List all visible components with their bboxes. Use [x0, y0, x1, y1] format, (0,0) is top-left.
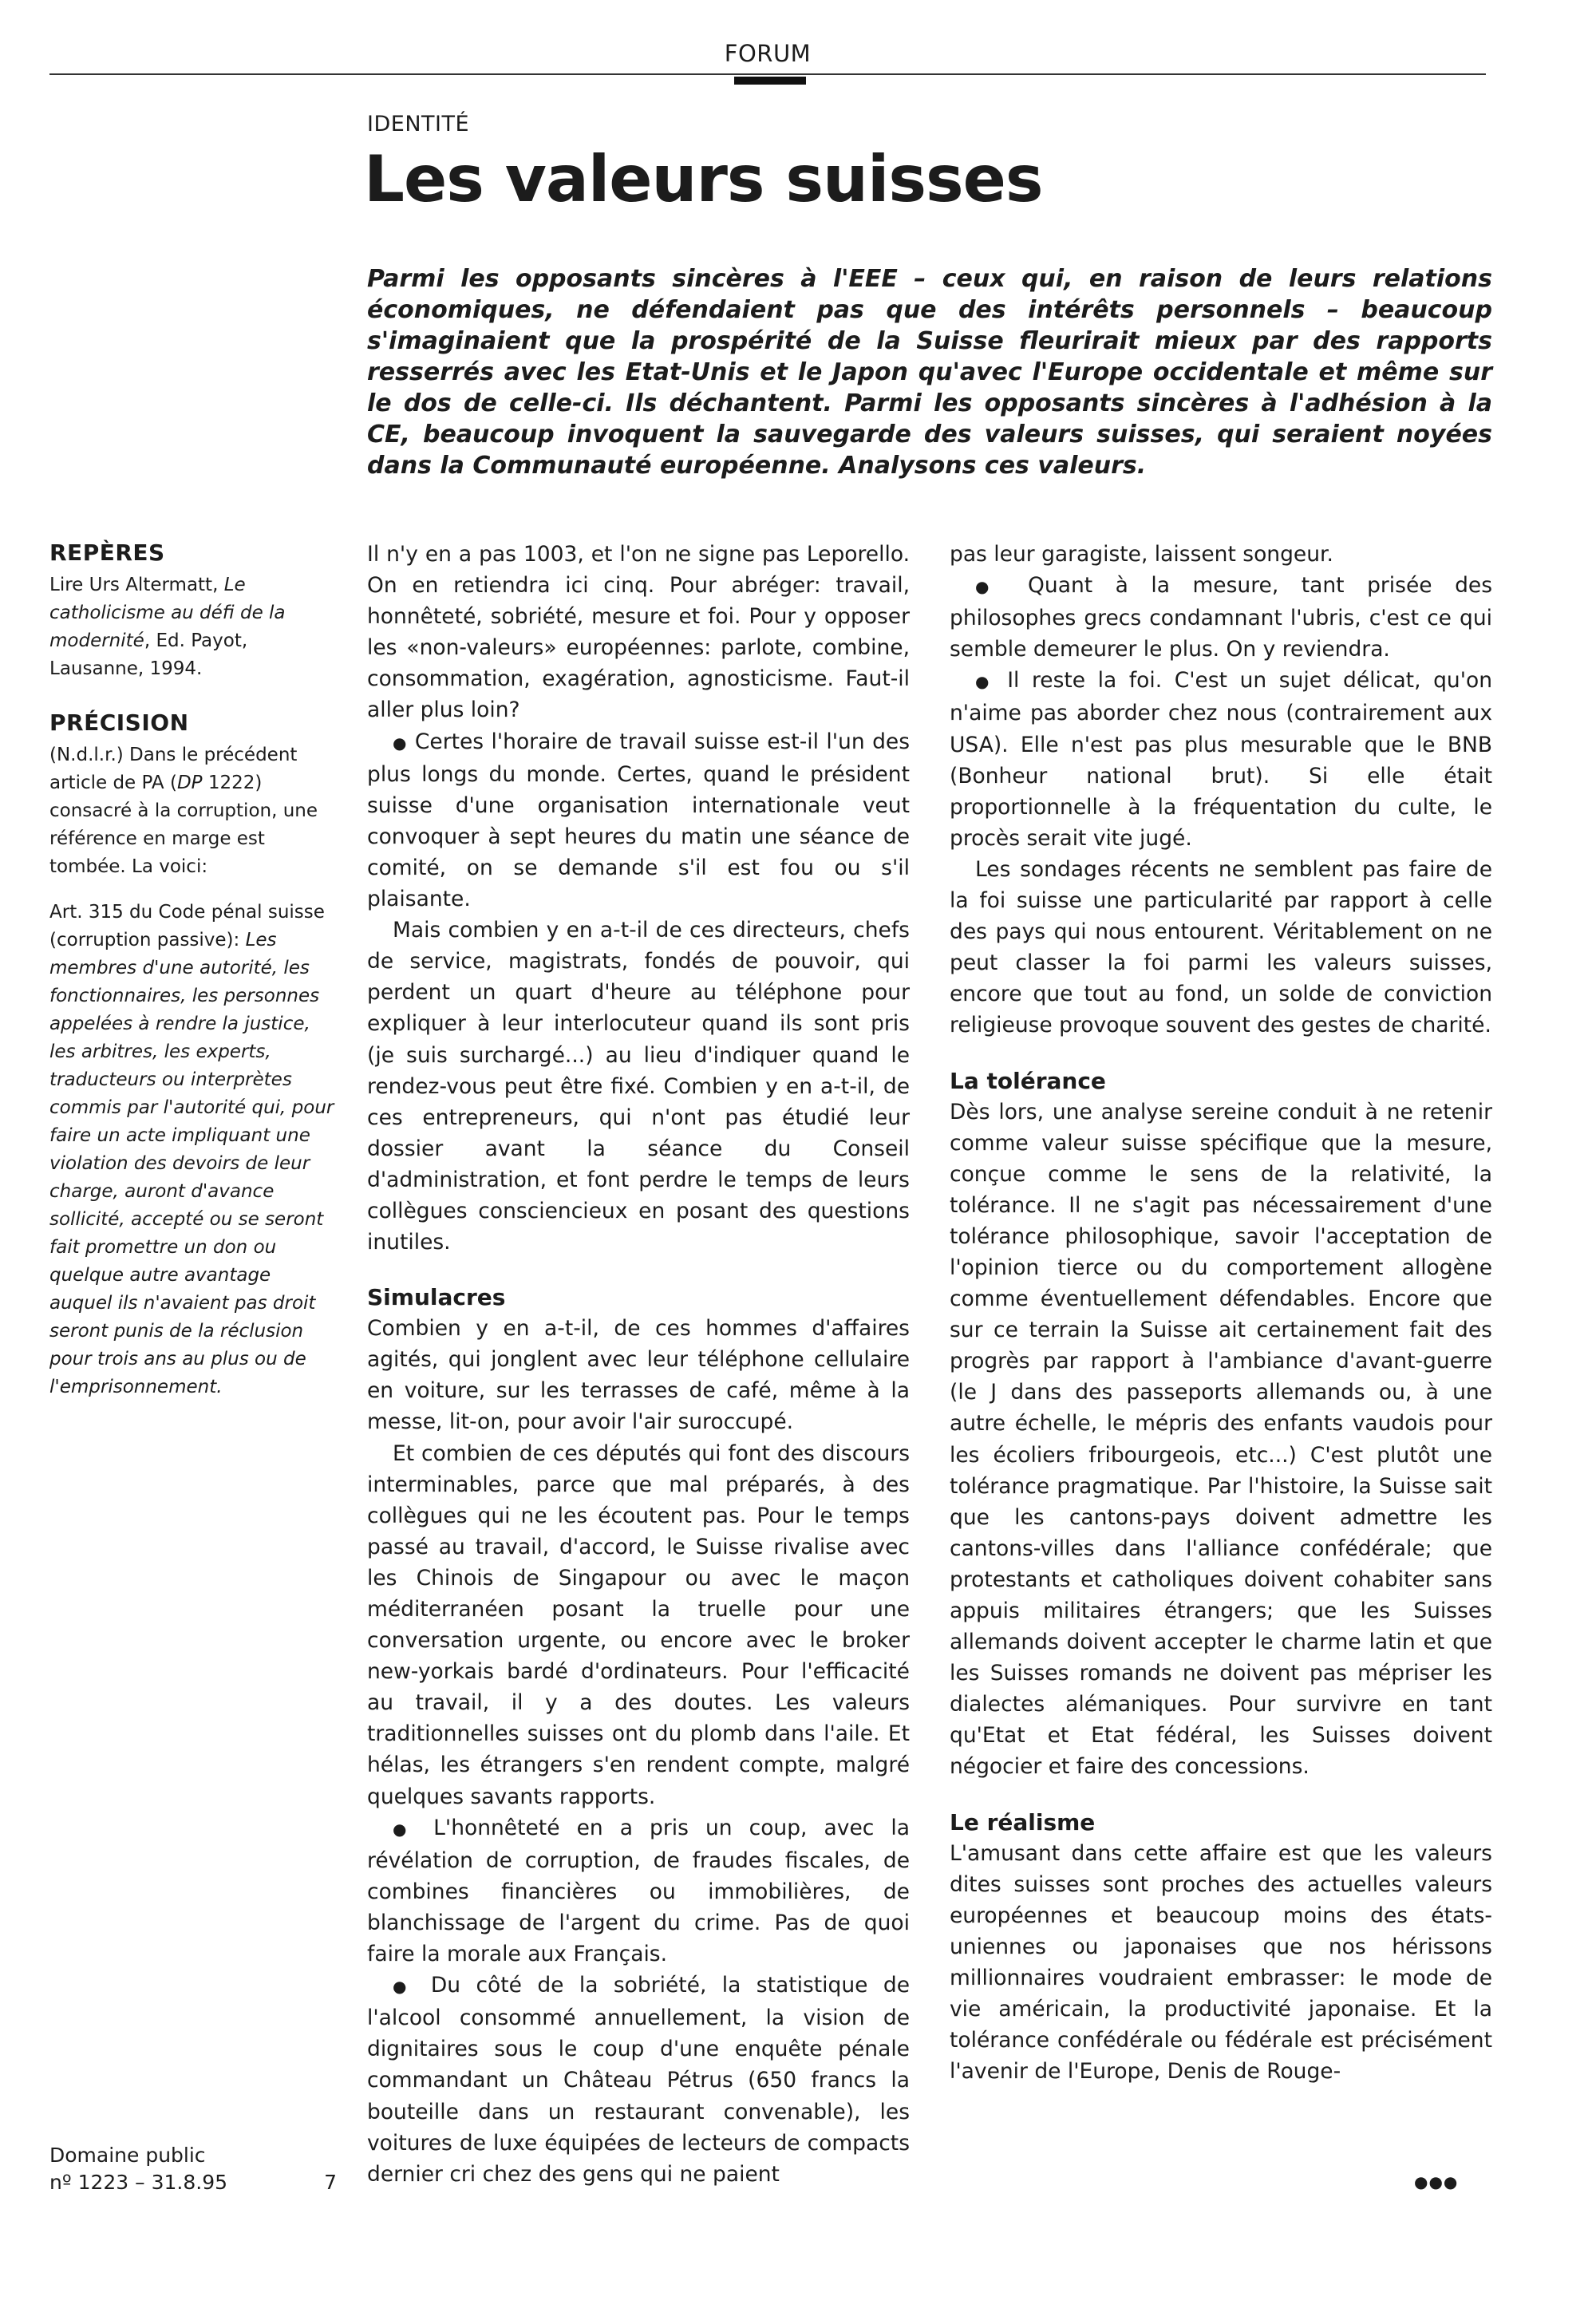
article-kicker: IDENTITÉ [367, 112, 470, 136]
continued-marker: ●●● [1414, 2172, 1459, 2191]
section-marker-bar [734, 77, 806, 85]
header-rule [49, 73, 1486, 75]
reperes-text: Lire Urs Altermatt, Le catholicisme au défi de la modernité, Ed. Payot, Lausanne, 1994. [49, 575, 286, 679]
subheading-simulacres: Simulacres [367, 1284, 506, 1311]
paragraph: ● Il reste la foi. C'est un sujet délicat, qu'on n'aime pas aborder chez nous (contrairement aux USA). Elle n'est pas plus mesurable que le BNB (Bonheur national brut). Si elle était proportionnelle à la fréquentation du culte, le procès serait vite jugé. [950, 668, 1492, 851]
article-lead: Parmi les opposants sincères à l'EEE – ceux qui, en raison de leurs relations économiques, ne défendaient pas que des intérêts personnels – beaucoup s'imaginaient que la prospérité de la Suisse fleurirait mieux par des rapports resserrés avec les Etat-Unis et le Japon qu'avec l'Europe occidentale et même sur le dos de celle-ci. Ils déchantent. Parmi les opposants sincères à l'adhésion à la CE, beaucoup invoquent la sauvegarde des valeurs suisses, qui seraient noyées dans la Communauté européenne. Analysons ces valeurs. [367, 265, 1492, 480]
paragraph: Dès lors, une analyse sereine conduit à ne retenir comme valeur suisse spécifique que la mesure, conçue comme le sens de la relativité, la tolérance. Il ne s'agit pas nécessairement d'une tolérance philosophique, savoir l'acceptation de l'opinion tierce ou du comportement allogène comme éventuellement défendables. Encore que sur ce terrain la Suisse ait certainement fait des progrès par rapport à l'ambiance d'avant-guerre (le J dans des passeports allemands ou, à une autre échelle, le mépris des enfants vaudois pour les écoliers fribourgeois, etc...) C'est plutôt une tolérance pragmatique. Par l'histoire, la Suisse sait que les cantons-pays doivent admettre les cantons-villes dans l'alliance confédérale; que protestants et catholiques doivent cohabiter sans appuis militaires étrangers; que les Suisses allemands doivent accepter le charme latin et que les Suisses romands ne doivent pas mépriser les dialectes alémaniques. Pour survivre en tant qu'Etat et Etat fédéral, les Suisses doivent négocier et faire des concessions. [950, 1099, 1492, 1780]
legal-quote: Les membres d'une autorité, les fonctionnaires, les personnes appelées à rendre la justice, les arbitres, les experts, traducteurs ou interprètes commis par l'autorité qui, pour faire un acte impliquant une violation des devoirs de leur charge, auront d'avance sollicité, accepté ou se seront fait promettre un don ou quelque autre avantage auquel ils n'avaient pas droit seront punis de la réclusion pour trois ans au plus ou de l'emprisonnement. [49, 930, 334, 1397]
precision-text: (N.d.l.r.) Dans le précédent article de PA (DP 1222) consacré à la corruption, une référence en marge est tombée. La voici: [49, 745, 318, 877]
precision-heading: PRÉCISION [49, 709, 189, 736]
paragraph: Il n'y en a pas 1003, et l'on ne signe pas Leporello. On en retiendra ici cinq. Pour abréger: travail, honnêteté, sobriété, mesure et foi. Pour y opposer les «non-valeurs» européennes: parlote, combine, consommation, exagération, agnosticisme. Faut-il aller plus loin? [367, 542, 910, 723]
bullet-icon: ● [975, 672, 995, 692]
paragraph: ● Quant à la mesure, tant prisée des philosophes grecs condamnant l'ubris, c'est ce qui semble demeurer le plus. On y reviendra. [950, 573, 1493, 662]
paragraph: pas leur garagiste, laissent songeur. [950, 542, 1333, 567]
paragraph: ● L'honnêteté en a pris un coup, avec la révélation de corruption, de fraudes fiscales, de combines financières ou immobilières, de blanchissage de l'argent du crime. Pas de quoi faire la morale aux Français. [367, 1815, 910, 1967]
reperes-note [49, 539, 337, 683]
paragraph: ● Certes l'horaire de travail suisse est-il l'un des plus longs du monde. Certes, quand le président suisse d'une organisation internationale veut convoquer à sept heures du matin une séance de comité, on se demande s'il est fou ou s'il plaisante. [367, 729, 911, 912]
section-label: FORUM [724, 40, 812, 67]
bullet-icon: ● [393, 1819, 417, 1839]
subheading-realisme: Le réalisme [950, 1808, 1096, 1836]
paragraph: Et combien de ces députés qui font des discours interminables, parce que mal préparés, à des collègues qui ne les écoutent pas. Pour le temps passé au travail, d'accord, le Suisse rivalise avec les Chinois de Singapour ou avec le maçon méditerranéen posant la truelle pour une conversation urgente, ou encore avec le broker new-yorkais bardé d'ordinateurs. Pour l'efficacité au travail, il y a des doutes. Les valeurs traditionnelles suisses ont du plomb dans l'aile. Et hélas, les étrangers s'en rendent compte, malgré quelques savants rapports. [367, 1440, 910, 1809]
precision-note [49, 709, 337, 1401]
bullet-icon: ● [975, 577, 1005, 597]
body-column-2 [950, 539, 1492, 2087]
paragraph: Les sondages récents ne semblent pas faire de la foi suisse une particularité par rapport à celle des pays qui nous entourent. Véritablement on ne peut classer la foi parmi les valeurs suisses, encore que tout au fond, un solde de conviction religieuse provoque souvent des gestes de charité. [950, 856, 1492, 1038]
body-column-1 [367, 539, 910, 2190]
issue-info: nº 1223 – 31.8.95 [49, 2171, 228, 2194]
subheading-tolerance: La tolérance [950, 1067, 1106, 1094]
margin-notes [49, 539, 337, 1427]
page-footer [49, 2142, 337, 2196]
paragraph: ● Du côté de la sobriété, la statistique de l'alcool consommé annuellement, la vision de dignitaires sous le coup d'une enquête pénale commandant un Château Pétrus (650 francs la bouteille dans un restaurant convenable), les voitures de luxe équipées de lecteurs de compacts dernier cri chez des gens qui ne paient [367, 1973, 910, 2187]
bullet-icon: ● [393, 1977, 416, 1997]
legal-article-text: Art. 315 du Code pénal suisse (corruption passive): Les membres d'une autorité, les fonctionnaires, les personnes appelées à rendre la justice, les arbitres, les experts, traducteurs ou interprètes commis par l'autorité qui, pour faire un acte impliquant une violation des devoirs de leur charge, auront d'avance sollicité, accepté ou se seront fait promettre un don ou quelque autre avantage auquel ils n'avaient pas droit seront punis de la réclusion pour trois ans au plus ou de l'emprisonnement. [49, 902, 334, 1397]
reperes-heading: REPÈRES [49, 539, 165, 566]
paragraph: L'amusant dans cette affaire est que les valeurs dites suisses sont proches des actuelles valeurs européennes et beaucoup moins des états-uniennes ou japonaises que nos hérissons millionnaires voudraient embrasser: le mode de vie américain, la productivité japonaise. Et la tolérance confédérale ou fédérale est précisément l'avenir de l'Europe, Denis de Rouge- [950, 1840, 1492, 2085]
page-number: 7 [324, 2171, 337, 2194]
book-title: Le catholicisme au défi de la modernité [49, 575, 286, 651]
paragraph: Mais combien y en a-t-il de ces directeurs, chefs de service, magistrats, fondés de pouvoir, qui perdent un quart d'heure au téléphone pour expliquer à leur interlocuteur quand ils sont pris (je suis surchargé...) au lieu d'indiquer quand le rendez-vous peut être fixé. Combien y en a-t-il, de ces entrepreneurs, qui n'ont pas étudié leur dossier avant la séance du Conseil d'administration, et font perdre le temps de leurs collègues consciencieux en posant des questions inutiles. [367, 918, 910, 1255]
article-title: Les valeurs suisses [364, 142, 1043, 216]
bullet-icon: ● [393, 733, 408, 753]
publication-name: Domaine public [49, 2144, 206, 2167]
paragraph: Combien y en a-t-il, de ces hommes d'affaires agités, qui jonglent avec leur téléphone cellulaire en voiture, sur les terrasses de café, même à la messe, lit-on, pour avoir l'air suroccupé. [367, 1316, 910, 1435]
